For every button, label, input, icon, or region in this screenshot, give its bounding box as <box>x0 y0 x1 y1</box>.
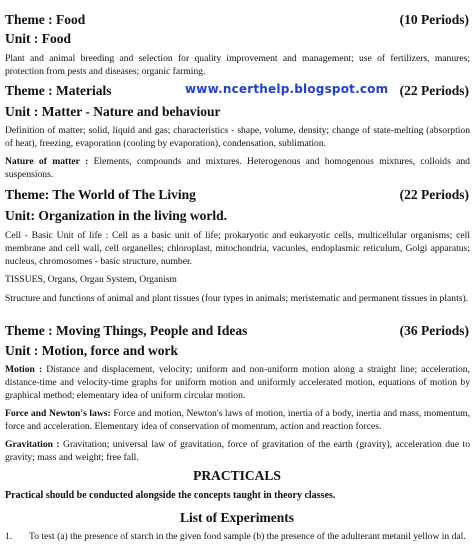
paragraph-label: Nature of matter : <box>5 156 89 167</box>
theme-periods: (22 Periods) <box>399 83 469 98</box>
paragraph-label: Force and Newton's laws: <box>5 408 111 419</box>
watermark-url: www.ncerthelp.blogspot.com <box>185 82 389 96</box>
nature-of-matter-paragraph <box>5 155 470 181</box>
paragraph-text: Gravitation; universal law of gravitation, force of gravitation of the earth (gravity), acceleration due to gravity; mass and weight; free fall. <box>5 439 470 463</box>
cell-paragraph: Cell - Basic Unit of life : Cell as a basic unit of life; prokaryotic and eukaryotic cells, multicellular organisms; cell membrane and cell wall, cell organelles; chloroplast, mitochondria, vacuoles, endoplasmic reticulum, Golgi apparatus; nucleus, chromosomes - basic structure, number. <box>5 230 470 267</box>
theme-materials-header <box>5 83 469 99</box>
theme-moving-header <box>5 323 469 339</box>
paragraph-label: Gravitation : <box>5 439 60 450</box>
unit-title: Unit : Matter - Nature and behaviour <box>5 104 221 119</box>
unit-title: Unit : Food <box>5 31 72 46</box>
practicals-heading: PRACTICALS <box>193 468 281 483</box>
paragraph-text: Distance and displacement, velocity; uniform and non-uniform motion along a straight line; acceleration, distance-time and velocity-time graphs for uniform motion and uniformly accelerated motion, equations of motion by graphical method; elementary idea of uniform circular motion. <box>5 364 470 401</box>
practicals-note: Practical should be conducted alongside the concepts taught in theory classes. <box>5 490 336 501</box>
experiments-heading: List of Experiments <box>180 510 294 525</box>
theme-title: Theme : Materials <box>5 83 112 98</box>
force-paragraph <box>5 407 470 433</box>
motion-paragraph <box>5 363 470 402</box>
unit-title: Unit : Motion, force and work <box>5 343 178 358</box>
tissues-line: TISSUES, Organs, Organ System, Organism <box>5 274 177 285</box>
unit-description: Definition of matter; solid, liquid and gas; characteristics - shape, volume, density; change of state-melting (absorption of heat), freezing, evaporation (cooling by evaporation), condensation, sublimation. <box>5 125 470 149</box>
theme-periods: (10 Periods) <box>399 12 469 27</box>
theme-title: Theme : Food <box>5 12 86 27</box>
paragraph-label: Motion : <box>5 364 43 375</box>
structure-paragraph: Structure and functions of animal and plant tissues (four types in animals; meristematic and permanent tissues in plants). <box>5 293 469 304</box>
unit-title: Unit: Organization in the living world. <box>5 208 228 223</box>
experiment-text: To test (a) the presence of starch in the given food sample (b) the presence of the adulterant metanil yellow in dal. <box>29 531 466 542</box>
theme-living-header <box>5 187 469 203</box>
theme-periods: (22 Periods) <box>399 187 469 202</box>
paragraph-text: Force and motion, Newton's laws of motion, inertia of a body, inertia and mass, momentum, force and acceleration. Elementary idea of conservation of momentum, action and reaction forces. <box>5 408 470 432</box>
theme-title: Theme : Moving Things, People and Ideas <box>5 323 248 338</box>
theme-food-header <box>5 12 469 28</box>
experiment-number: 1. <box>5 531 13 542</box>
unit-description: Plant and animal breeding and selection for quality improvement and management; use of fertilizers, manures; protection from pests and diseases; organic farming. <box>5 53 470 77</box>
gravitation-paragraph <box>5 438 470 464</box>
theme-periods: (36 Periods) <box>399 323 469 338</box>
experiment-item <box>5 530 470 543</box>
theme-title: Theme: The World of The Living <box>5 187 196 202</box>
paragraph-text: Elements, compounds and mixtures. Heterogenous and homogenous mixtures, colloids and suspensions. <box>5 156 470 180</box>
